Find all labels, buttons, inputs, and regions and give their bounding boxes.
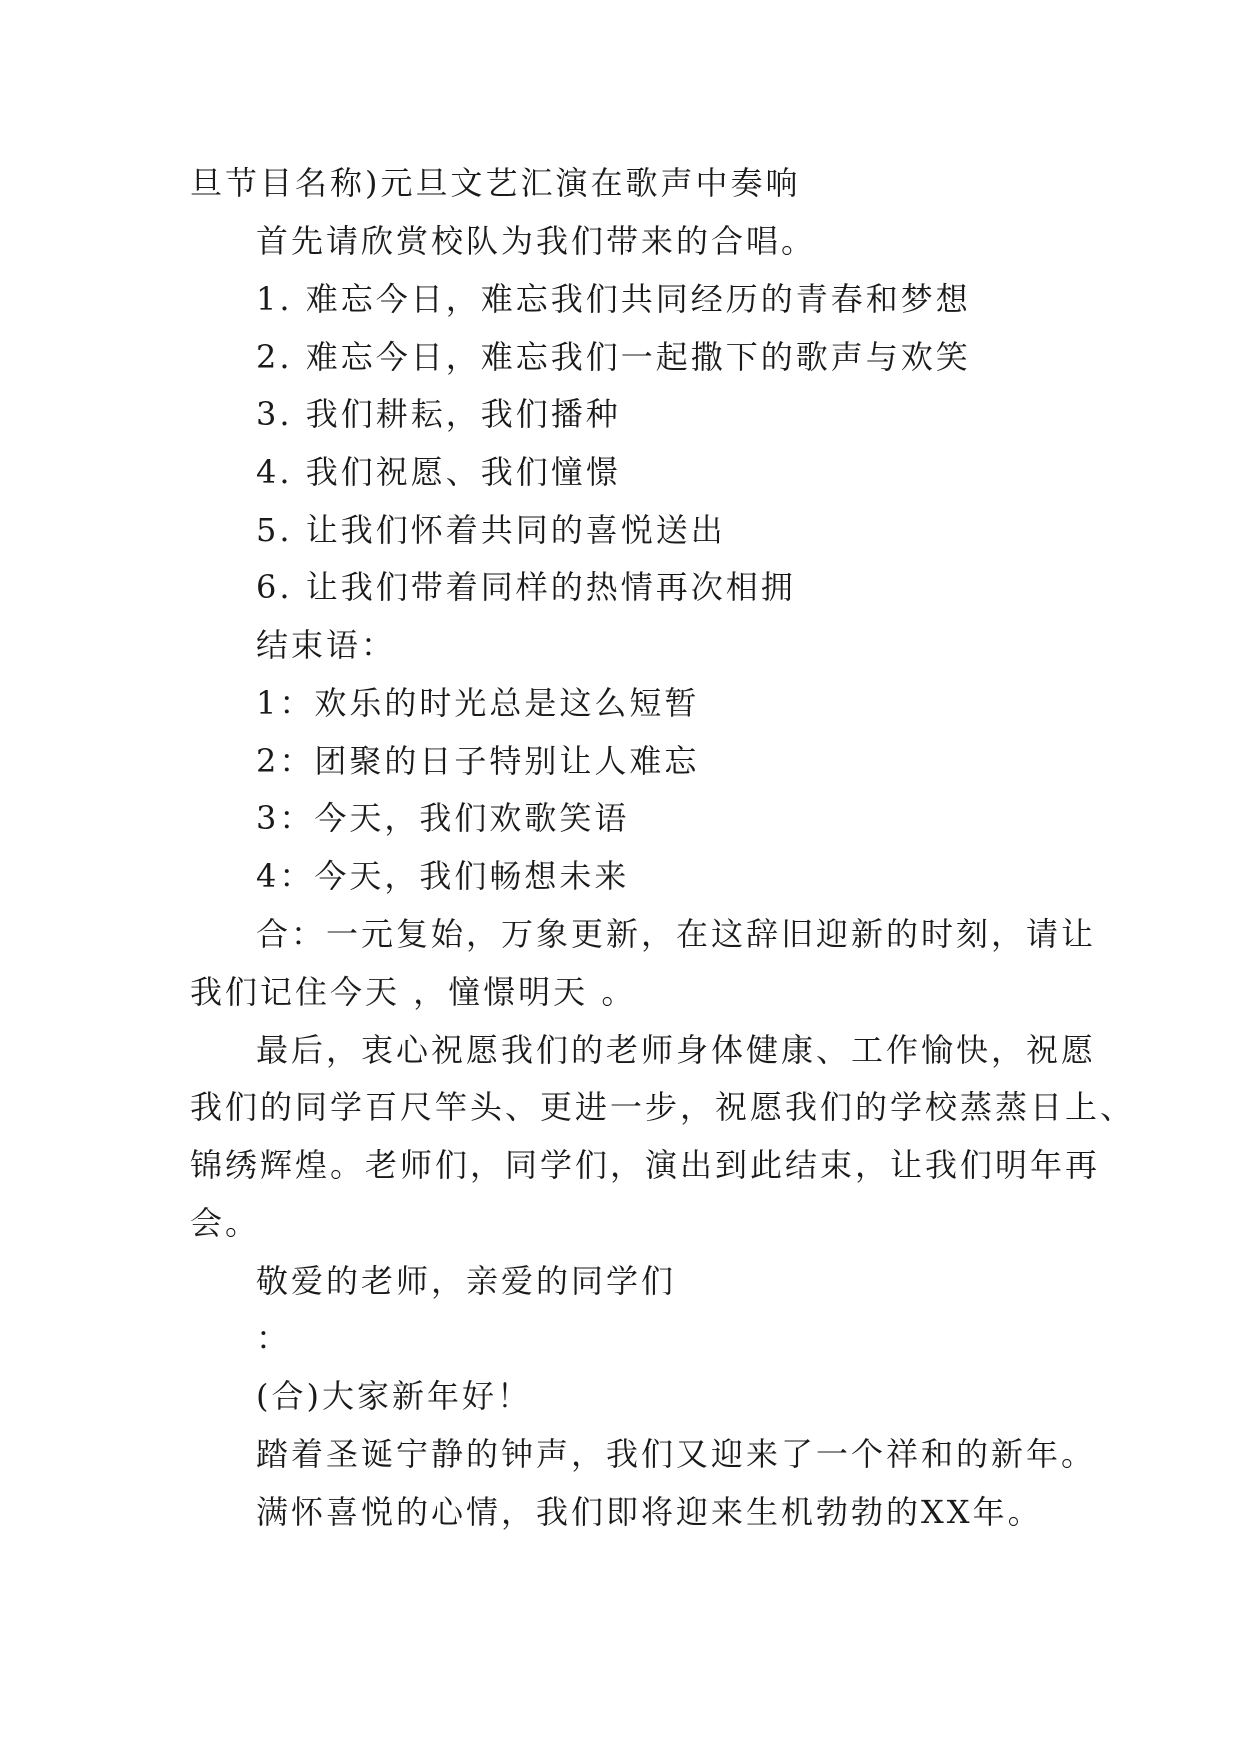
text-line: 敬爱的老师，亲爱的同学们: [256, 1262, 677, 1300]
text-line: 首先请欣赏校队为我们带来的合唱。: [256, 222, 817, 260]
list-item: 6. 让我们带着同样的热情再次相拥: [256, 568, 796, 606]
text-line: (合)大家新年好！: [256, 1377, 532, 1415]
section-heading: 结束语：: [256, 626, 397, 664]
text-line: 合：一元复始，万象更新，在这辞旧迎新的时刻，请让: [256, 915, 1097, 953]
list-item: 3：今天，我们欢歌笑语: [256, 799, 630, 837]
text-line: 锦绣辉煌。老师们，同学们，演出到此结束，让我们明年再: [190, 1146, 1101, 1184]
text-line: 我们的同学百尺竿头、更进一步，祝愿我们的学校蒸蒸日上、: [190, 1088, 1136, 1126]
text-line: 我们记住今天 ，憧憬明天 。: [190, 973, 637, 1011]
text-line: ：: [256, 1319, 292, 1357]
text-line: 满怀喜悦的心情，我们即将迎来生机勃勃的XX年。: [256, 1493, 1043, 1531]
text-line: 踏着圣诞宁静的钟声，我们又迎来了一个祥和的新年。: [256, 1435, 1097, 1473]
list-item: 5. 让我们怀着共同的喜悦送出: [256, 511, 726, 549]
list-item: 2：团聚的日子特别让人难忘: [256, 742, 700, 780]
text-line: 会。: [190, 1204, 261, 1242]
text-line: 旦节目名称)元旦文艺汇演在歌声中奏响: [190, 164, 801, 202]
list-item: 1：欢乐的时光总是这么短暂: [256, 684, 700, 722]
list-item: 1. 难忘今日，难忘我们共同经历的青春和梦想: [256, 280, 971, 318]
list-item: 4：今天，我们畅想未来: [256, 857, 630, 895]
list-item: 2. 难忘今日，难忘我们一起撒下的歌声与欢笑: [256, 338, 971, 376]
list-item: 4. 我们祝愿、我们憧憬: [256, 453, 621, 491]
text-line: 最后，衷心祝愿我们的老师身体健康、工作愉快，祝愿: [256, 1031, 1097, 1069]
list-item: 3. 我们耕耘，我们播种: [256, 395, 621, 433]
